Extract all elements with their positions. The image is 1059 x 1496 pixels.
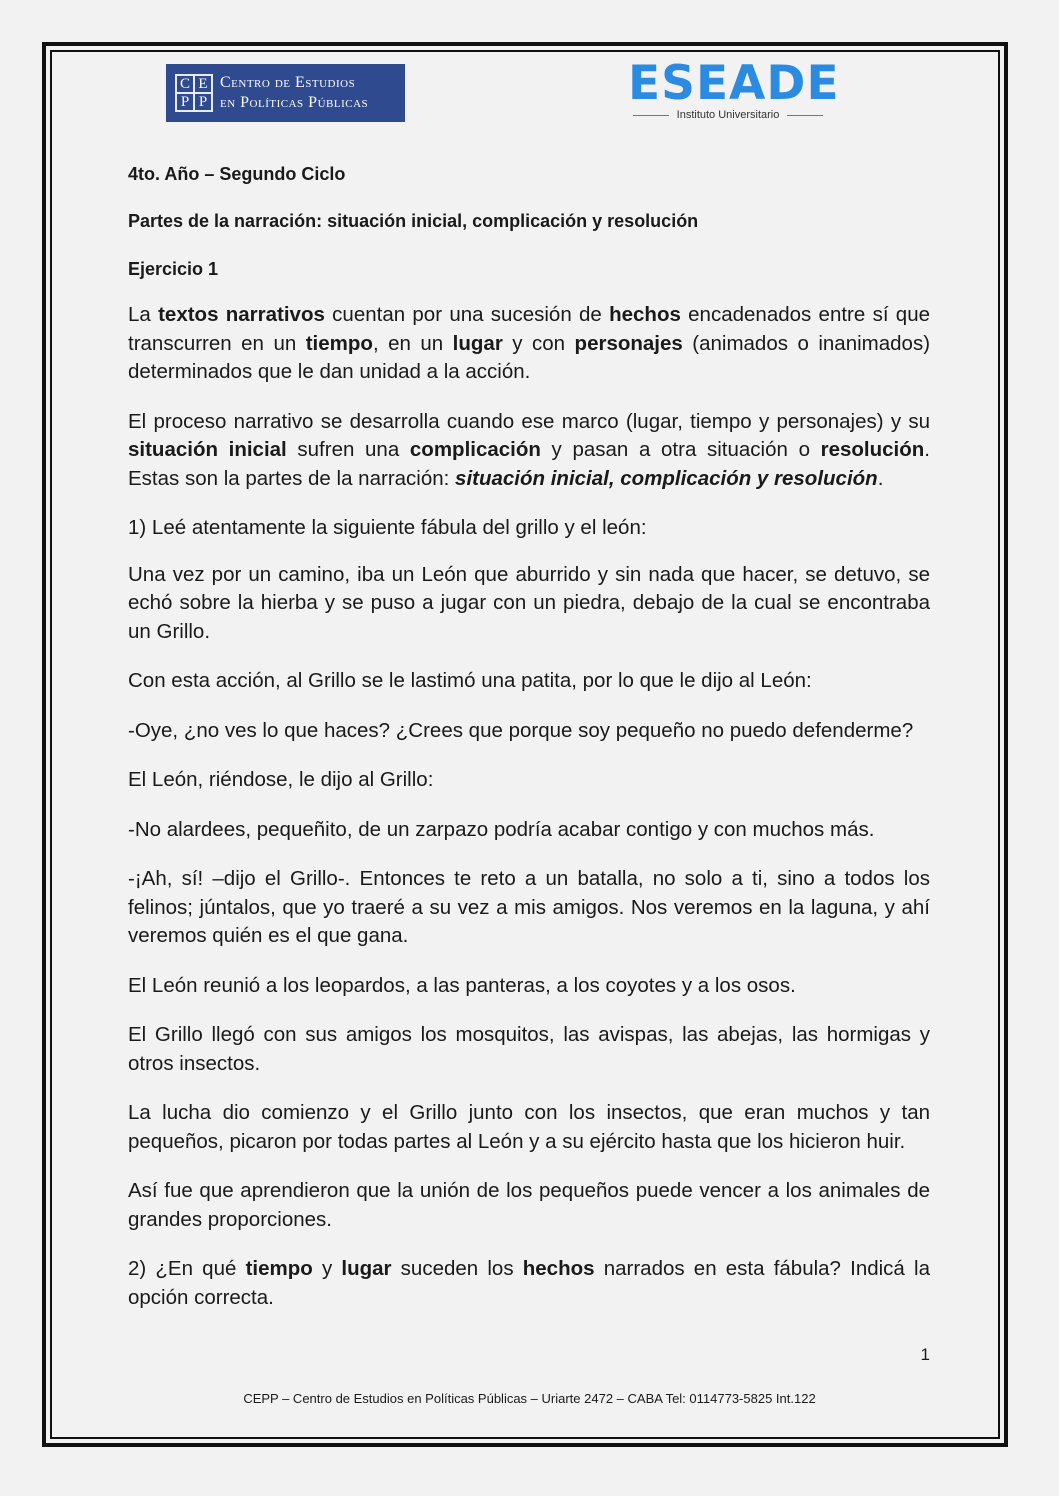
emphasis-text: lugar	[341, 1257, 392, 1280]
paragraph-text: cuentan por una sucesión de	[324, 303, 610, 326]
paragraph	[128, 667, 930, 696]
paragraph-text: . Estas son la partes de la narración:	[128, 438, 930, 490]
paragraph-text: (animados o inanimados) determinados que le dan unidad a la acción.	[128, 331, 931, 383]
paragraph	[128, 1021, 930, 1078]
paragraph-text: y pasan a otra situación o	[540, 438, 821, 461]
paragraph-list	[128, 301, 930, 1312]
paragraph	[128, 1099, 930, 1156]
paragraph	[128, 514, 930, 543]
paragraph-text: .	[877, 466, 884, 490]
emphasis-text: hechos	[522, 1257, 595, 1280]
paragraph-text: El León reunió a los leopardos, a las panteras, a los coyotes y a los osos.	[128, 973, 796, 997]
paragraph	[128, 972, 930, 1001]
paragraph-text: 1) Leé atentamente la siguiente fábula del grillo y el león:	[128, 516, 647, 539]
paragraph-text: y con	[502, 331, 575, 355]
emphasis-text: hechos	[609, 303, 681, 326]
paragraph	[128, 816, 930, 845]
paragraph-text: , en un	[372, 331, 453, 355]
paragraph-text: suceden los	[391, 1257, 523, 1280]
paragraph-text: La	[128, 303, 159, 326]
paragraph-text: -No alardees, pequeñito, de un zarpazo podría acabar contigo y con muchos más.	[128, 817, 875, 841]
cepp-logo	[166, 64, 405, 122]
cepp-logo-line2: en Políticas Públicas	[220, 94, 369, 111]
cepp-monogram	[175, 74, 213, 112]
topic-heading: Partes de la narración: situación inicial, complicación y resolución	[128, 211, 699, 231]
cepp-letter: P	[194, 93, 212, 111]
paragraph-text: -Oye, ¿no ves lo que haces? ¿Crees que porque soy pequeño no puedo defenderme?	[128, 718, 914, 742]
course-year-heading: 4to. Año – Segundo Ciclo	[128, 164, 346, 184]
emphasis-text: situación inicial, complicación y resolución	[455, 466, 878, 490]
paragraph	[128, 1255, 930, 1312]
paragraph	[128, 766, 930, 795]
paragraph	[128, 717, 930, 746]
footer-address: CEPP – Centro de Estudios en Políticas Públicas – Uriarte 2472 – CABA Tel: 0114773-5825 Int.122	[243, 1391, 816, 1406]
page-number: 1	[920, 1345, 930, 1364]
emphasis-text: resolución	[820, 438, 925, 461]
emphasis-text: personajes	[574, 331, 683, 355]
paragraph-text: encadenados entre sí que transcurren en un	[128, 303, 930, 355]
paragraph	[128, 408, 930, 494]
paragraph	[128, 561, 930, 647]
cepp-letter: E	[194, 75, 212, 93]
paragraph-text: La lucha dio comienzo y el Grillo junto con los insectos, que eran muchos y tan pequeños, picaron por todas partes al León y a su ejército hasta que los hicieron huir.	[128, 1101, 930, 1153]
cepp-letter: C	[176, 75, 194, 93]
paragraph-text: El Grillo llegó con sus amigos los mosquitos, las avispas, las abejas, las hormigas y otros insectos.	[128, 1023, 930, 1075]
paragraph-text: sufren una	[286, 438, 410, 461]
cepp-letter: P	[176, 93, 194, 111]
paragraph-text: Una vez por un camino, iba un León que aburrido y sin nada que hacer, se detuvo, se echó sobre la hierba y se puso a jugar con un piedra, debajo de la cual se encontraba un Grillo.	[128, 562, 930, 643]
paragraph-text: El proceso narrativo se desarrolla cuando ese marco (lugar, tiempo y personajes) y su	[128, 409, 930, 433]
emphasis-text: complicación	[409, 438, 541, 461]
paragraph-text: Con esta acción, al Grillo se le lastimó una patita, por lo que le dijo al León:	[128, 669, 812, 692]
emphasis-text: textos narrativos	[158, 303, 325, 326]
divider	[633, 115, 669, 116]
emphasis-text: tiempo	[245, 1257, 313, 1280]
cepp-logo-text	[220, 73, 368, 113]
paragraph-text: 2) ¿En qué	[128, 1257, 246, 1280]
eseade-subtitle: Instituto Universitario	[676, 109, 780, 121]
emphasis-text: lugar	[452, 331, 503, 355]
paragraph-text: y	[312, 1257, 342, 1280]
paragraph-text: Así fue que aprendieron que la unión de los pequeños puede vencer a los animales de grandes proporciones.	[128, 1179, 930, 1231]
eseade-logo	[628, 56, 840, 121]
emphasis-text: tiempo	[305, 331, 373, 355]
divider	[787, 115, 823, 116]
eseade-wordmark: ESEADE	[628, 56, 840, 111]
paragraph-text: El León, riéndose, le dijo al Grillo:	[128, 768, 434, 791]
cepp-logo-line1: Centro de Estudios	[220, 74, 356, 91]
paragraph-text: narrados en esta fábula? Indicá la opción correcta.	[128, 1257, 930, 1309]
paragraph-text: -¡Ah, sí! –dijo el Grillo-. Entonces te reto a un batalla, no solo a ti, sino a todos los felinos; júntalos, que yo traeré a su vez a mis amigos. Nos veremos en la laguna, y ahí veremos quién es el que gana.	[128, 867, 930, 947]
document-body	[128, 162, 930, 1312]
paragraph	[128, 1177, 930, 1234]
exercise-label: Ejercicio 1	[128, 259, 219, 279]
paragraph	[128, 301, 930, 387]
emphasis-text: situación inicial	[128, 438, 287, 461]
paragraph	[128, 865, 930, 951]
